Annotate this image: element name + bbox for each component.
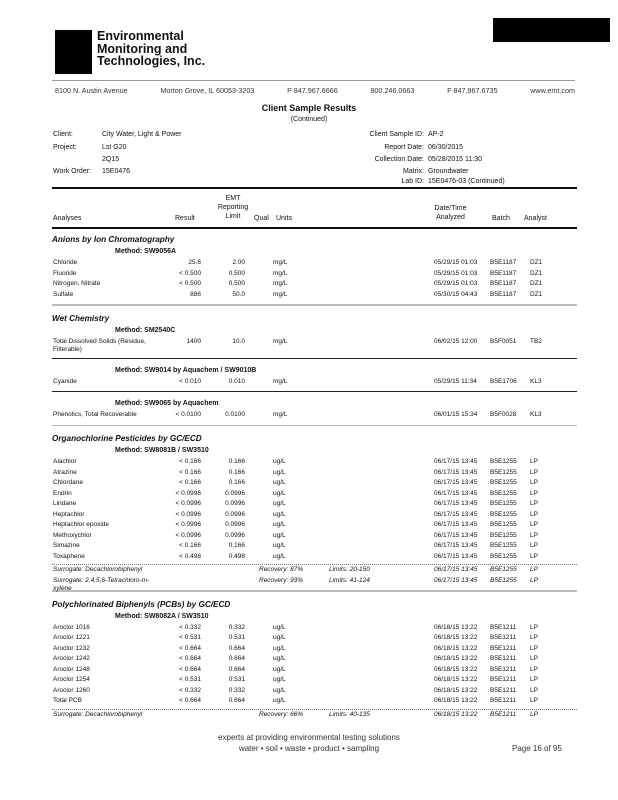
col-result: Result bbox=[175, 215, 195, 222]
address-bar bbox=[55, 86, 575, 95]
analyte: Aroclor 1232 bbox=[53, 644, 90, 652]
units: ug/L bbox=[273, 531, 286, 539]
batch: B5E1211 bbox=[490, 655, 517, 662]
divider bbox=[52, 425, 577, 427]
company-name-line: Environmental bbox=[97, 29, 184, 43]
units: ug/L bbox=[273, 676, 286, 683]
units: ug/L bbox=[273, 634, 286, 641]
tollfree: 800.246.0663 bbox=[370, 86, 415, 95]
street: 8100 N. Austin Avenue bbox=[55, 86, 128, 95]
batch: B5E1211 bbox=[490, 676, 517, 683]
date-analyzed: 06/18/15 13:22 bbox=[434, 665, 478, 673]
batch: B5E1211 bbox=[490, 634, 517, 641]
batch: B5E1255 bbox=[490, 458, 517, 465]
analyte: Chlordane bbox=[53, 479, 83, 486]
result: < 0.664 bbox=[179, 665, 201, 673]
analyst: LP bbox=[530, 665, 538, 673]
result: < 0.166 bbox=[179, 542, 201, 549]
table-row bbox=[52, 623, 577, 634]
analyte: Total Dissolved Solids (Residue, Filterable) bbox=[53, 337, 146, 353]
batch: B5E1255 bbox=[490, 500, 517, 507]
table-row bbox=[52, 675, 577, 686]
surrogate-row bbox=[52, 710, 577, 721]
result: < 0.332 bbox=[179, 623, 201, 631]
result: < 0.531 bbox=[179, 634, 201, 641]
recovery: Recovery: 93% bbox=[259, 576, 304, 584]
table-row bbox=[52, 468, 577, 479]
reporting-limit: 0.498 bbox=[228, 552, 245, 560]
table-row bbox=[52, 290, 577, 301]
recovery: Recovery: 66% bbox=[259, 710, 304, 718]
divider bbox=[52, 304, 577, 306]
surrogate-row bbox=[52, 576, 577, 592]
analyte: Chloride bbox=[53, 259, 78, 266]
limits: Limits: 20-150 bbox=[329, 566, 370, 573]
col-reporting-limit bbox=[208, 194, 258, 221]
footer-services: water • soil • waste • product • sampling bbox=[238, 744, 380, 753]
analyst: DZ1 bbox=[530, 269, 543, 277]
table-row bbox=[52, 457, 577, 468]
analyst: LP bbox=[530, 531, 538, 539]
table-row bbox=[52, 686, 577, 697]
date-analyzed: 06/17/15 13:45 bbox=[434, 531, 478, 539]
page-title: Client Sample Results bbox=[261, 103, 357, 113]
divider bbox=[52, 187, 577, 189]
batch: B5E1255 bbox=[490, 531, 517, 539]
units: ug/L bbox=[273, 542, 286, 549]
project-label: Project: bbox=[53, 144, 77, 151]
section-title: Wet Chemistry bbox=[52, 313, 110, 323]
result: < 0.0996 bbox=[175, 489, 201, 497]
analyte: Cyanide bbox=[53, 377, 77, 385]
date-analyzed: 06/18/15 13:22 bbox=[434, 676, 478, 683]
result: < 0.498 bbox=[179, 552, 201, 560]
reporting-limit: 0.664 bbox=[228, 644, 245, 652]
table-row bbox=[52, 541, 577, 552]
footer-tagline: experts at providing environmental testing solutions bbox=[218, 733, 400, 742]
col-analyzed: Analyzed bbox=[436, 214, 465, 221]
units: mg/L bbox=[273, 411, 288, 418]
batch: B5E1255 bbox=[490, 552, 517, 560]
analyst: LP bbox=[530, 468, 538, 476]
analyte: Endrin bbox=[53, 489, 72, 497]
analyst: LP bbox=[530, 697, 538, 704]
batch: B5F0051 bbox=[490, 337, 517, 345]
date-analyzed: 06/17/15 13:45 bbox=[434, 542, 478, 549]
result: < 0.166 bbox=[179, 468, 201, 476]
table-row bbox=[52, 696, 577, 707]
collection-date-value: 05/28/2015 11:30 bbox=[428, 156, 482, 163]
batch: B5E1211 bbox=[490, 665, 517, 673]
reporting-limit: 0.166 bbox=[228, 468, 245, 476]
result: < 0.664 bbox=[179, 655, 201, 662]
surrogate-name: Surrogate: 2,4,5,6-Tetrachloro-m-xylene bbox=[53, 576, 150, 592]
report-date-value: 06/30/2015 bbox=[428, 144, 464, 151]
batch: B5E1255 bbox=[490, 576, 517, 584]
divider bbox=[52, 358, 577, 359]
section-title: Organochlorine Pesticides by GC/ECD bbox=[52, 434, 202, 443]
method-label: Method: SM2540C bbox=[115, 326, 176, 334]
batch: B5E1255 bbox=[490, 468, 517, 476]
analyte: Sulfate bbox=[53, 290, 74, 298]
result: < 0.0996 bbox=[175, 531, 201, 539]
table-row bbox=[52, 633, 577, 644]
collection-date-label: Collection Date: bbox=[374, 156, 424, 163]
reporting-limit: 0.166 bbox=[228, 458, 245, 465]
redaction-box bbox=[493, 18, 610, 42]
col-emt: EMT bbox=[225, 195, 241, 202]
analyte: Aroclor 1248 bbox=[53, 665, 90, 673]
reporting-limit: 0.0100 bbox=[225, 411, 245, 418]
units: ug/L bbox=[273, 468, 286, 476]
date-analyzed: 06/17/15 13:45 bbox=[434, 468, 478, 476]
col-units: Units bbox=[276, 215, 292, 222]
units: ug/L bbox=[273, 479, 286, 486]
units: ug/L bbox=[273, 500, 286, 507]
method-label: Method: SW8082A / SW3510 bbox=[115, 612, 209, 620]
analyst: LP bbox=[530, 542, 538, 549]
table-row bbox=[52, 489, 577, 500]
col-analyst: Analyst bbox=[524, 215, 547, 222]
batch: B5E1706 bbox=[490, 377, 517, 385]
result: < 0.166 bbox=[179, 479, 201, 486]
analyte: Nitrogen, Nitrate bbox=[53, 280, 101, 287]
analyst: DZ1 bbox=[530, 259, 543, 266]
results-body bbox=[52, 233, 577, 720]
units: mg/L bbox=[273, 337, 288, 345]
batch: B5E1255 bbox=[490, 566, 517, 573]
work-order-value: 15E0476 bbox=[102, 168, 131, 175]
reporting-limit: 10.0 bbox=[232, 337, 245, 345]
units: ug/L bbox=[273, 521, 286, 528]
analyst: LP bbox=[530, 458, 538, 465]
table-row bbox=[52, 654, 577, 665]
analyst: LP bbox=[530, 710, 538, 718]
lab-id-value: 15E0476-03 (Continued) bbox=[428, 178, 505, 185]
analyte: Aroclor 1242 bbox=[53, 655, 90, 662]
sample-id-label: Client Sample ID: bbox=[369, 131, 424, 138]
table-row bbox=[52, 552, 577, 563]
table-row bbox=[52, 258, 577, 269]
result: < 0.0996 bbox=[175, 521, 201, 528]
date-analyzed: 06/17/15 13:45 bbox=[434, 489, 478, 497]
table-row bbox=[52, 531, 577, 542]
reporting-limit: 0.500 bbox=[228, 280, 245, 287]
reporting-limit: 0.0996 bbox=[225, 510, 245, 518]
units: ug/L bbox=[273, 655, 286, 662]
batch: B5F0028 bbox=[490, 411, 517, 418]
batch: B5E1187 bbox=[490, 269, 517, 277]
table-row bbox=[52, 510, 577, 521]
limits: Limits: 40-135 bbox=[329, 710, 370, 718]
result: < 0.0100 bbox=[175, 411, 201, 418]
batch: B5E1187 bbox=[490, 259, 517, 266]
date-analyzed: 06/17/15 13:45 bbox=[434, 510, 478, 518]
result: < 0.664 bbox=[179, 644, 201, 652]
result: 886 bbox=[190, 290, 201, 298]
units: ug/L bbox=[273, 458, 286, 465]
work-order-label: Work Order: bbox=[53, 168, 91, 175]
analyst: LP bbox=[530, 623, 538, 631]
batch: B5E1255 bbox=[490, 521, 517, 528]
reporting-limit: 0.0996 bbox=[225, 489, 245, 497]
sample-id-value: AP-2 bbox=[428, 131, 444, 138]
batch: B5E1187 bbox=[490, 280, 517, 287]
result: < 0.0996 bbox=[175, 510, 201, 518]
reporting-limit: 0.531 bbox=[228, 676, 245, 683]
units: mg/L bbox=[273, 259, 288, 266]
company-name bbox=[97, 30, 205, 68]
batch: B5E1187 bbox=[490, 290, 517, 298]
batch: B5E1255 bbox=[490, 489, 517, 497]
analyte: Aroclor 1254 bbox=[53, 676, 90, 683]
analyst: LP bbox=[530, 489, 538, 497]
analyst: LP bbox=[530, 566, 538, 573]
company-name-line: Monitoring and bbox=[97, 41, 188, 56]
section-title: Polychlorinated Biphenyls (PCBs) by GC/ECD bbox=[52, 599, 231, 609]
result: < 0.664 bbox=[179, 697, 201, 704]
reporting-limit: 0.500 bbox=[228, 269, 245, 277]
result: 1400 bbox=[186, 337, 201, 345]
date-analyzed: 06/18/15 13:22 bbox=[434, 697, 478, 704]
units: ug/L bbox=[273, 489, 286, 497]
city: Morton Grove, IL 60053-3203 bbox=[160, 86, 255, 95]
result: < 0.010 bbox=[179, 377, 201, 385]
units: ug/L bbox=[273, 552, 286, 560]
method-label: Method: SW9056A bbox=[115, 248, 177, 255]
analyst: LP bbox=[530, 644, 538, 652]
fax: F 847.967.6735 bbox=[447, 86, 498, 95]
lab-id-label: Lab ID: bbox=[401, 178, 424, 185]
table-row bbox=[52, 269, 577, 280]
date-analyzed: 05/29/15 01:03 bbox=[434, 259, 478, 266]
reporting-limit: 0.0996 bbox=[225, 531, 245, 539]
analyte: Lindane bbox=[53, 500, 77, 507]
units: ug/L bbox=[273, 697, 286, 704]
date-analyzed: 05/29/15 11:34 bbox=[434, 377, 477, 385]
date-analyzed: 06/17/15 13:45 bbox=[434, 479, 478, 486]
matrix-label: Matrix: bbox=[403, 168, 424, 175]
date-analyzed: 06/17/15 13:45 bbox=[434, 566, 478, 573]
divider bbox=[52, 391, 577, 392]
reporting-limit: 0.0996 bbox=[225, 500, 245, 507]
limits: Limits: 41-124 bbox=[329, 576, 370, 584]
analyte: Phenolics, Total Recoverable bbox=[53, 411, 137, 418]
result: < 0.0996 bbox=[175, 500, 201, 507]
reporting-limit: 0.010 bbox=[228, 377, 245, 385]
client-label: Client: bbox=[53, 131, 73, 138]
analyst: TB2 bbox=[530, 337, 542, 345]
units: ug/L bbox=[273, 644, 286, 652]
table-row bbox=[52, 499, 577, 510]
reporting-limit: 0.664 bbox=[228, 697, 245, 704]
result: < 0.500 bbox=[179, 269, 201, 277]
method-label: Method: SW9014 by Aquachem / SW9010B bbox=[115, 366, 257, 374]
reporting-limit: 0.0996 bbox=[225, 521, 245, 528]
analyte: Simazine bbox=[53, 542, 80, 549]
units: mg/L bbox=[273, 269, 288, 277]
analyst: LP bbox=[530, 521, 538, 528]
surrogate-row bbox=[52, 565, 577, 576]
method-label: Method: SW9065 by Aquachem bbox=[115, 400, 219, 407]
date-analyzed: 06/17/15 13:45 bbox=[434, 500, 478, 507]
analyst: LP bbox=[530, 655, 538, 662]
section bbox=[52, 233, 577, 306]
date-analyzed: 06/17/15 13:45 bbox=[434, 521, 478, 528]
result: < 0.332 bbox=[179, 686, 201, 694]
analyst: LP bbox=[530, 479, 538, 486]
date-analyzed: 06/17/15 13:45 bbox=[434, 552, 478, 560]
analyte: Methoxychlor bbox=[53, 531, 92, 539]
method-label: Method: SW8081B / SW3510 bbox=[115, 447, 209, 454]
reporting-limit: 50.0 bbox=[232, 290, 245, 298]
project-value: Lst G20 bbox=[102, 144, 127, 151]
client-value: City Water, Light & Power bbox=[102, 131, 182, 138]
table-row bbox=[52, 377, 577, 388]
col-datetime-label: Date/Time bbox=[434, 205, 467, 212]
analyst: KL3 bbox=[530, 411, 542, 418]
result: < 0.166 bbox=[179, 458, 201, 465]
company-logo bbox=[55, 30, 92, 74]
reporting-limit: 0.332 bbox=[228, 623, 245, 631]
analyte: Fluoride bbox=[53, 269, 77, 277]
date-analyzed: 06/18/15 13:22 bbox=[434, 623, 478, 631]
table-row bbox=[52, 410, 577, 421]
date-analyzed: 06/18/15 13:22 bbox=[434, 686, 478, 694]
recovery: Recovery: 87% bbox=[259, 566, 304, 573]
phone: P 847.967.6666 bbox=[287, 86, 338, 95]
batch: B5E1255 bbox=[490, 542, 517, 549]
batch: B5E1211 bbox=[490, 710, 517, 718]
analyte: Alachlor bbox=[53, 458, 77, 465]
website-link[interactable]: www.emt.com bbox=[530, 86, 575, 95]
col-qual: Qual bbox=[254, 215, 269, 222]
date-analyzed: 06/17/15 13:45 bbox=[434, 458, 478, 465]
divider bbox=[52, 227, 577, 229]
analyte: Aroclor 1221 bbox=[53, 634, 90, 641]
reporting-limit: 0.166 bbox=[228, 479, 245, 486]
analyte: Aroclor 1260 bbox=[53, 686, 90, 694]
section bbox=[52, 312, 577, 427]
date-analyzed: 06/02/15 12:00 bbox=[434, 337, 478, 345]
table-row bbox=[52, 279, 577, 290]
analyte: Heptachlor bbox=[53, 510, 85, 518]
batch: B5E1211 bbox=[490, 686, 517, 694]
analyte: Atrazine bbox=[53, 468, 77, 476]
date-analyzed: 05/29/15 01:03 bbox=[434, 280, 478, 287]
units: ug/L bbox=[273, 623, 286, 631]
analyst: DZ1 bbox=[530, 280, 543, 287]
report-date-label: Report Date: bbox=[384, 144, 424, 151]
col-analyses: Analyses bbox=[53, 215, 82, 222]
reporting-limit: 0.531 bbox=[228, 634, 245, 641]
result: < 0.500 bbox=[179, 280, 201, 287]
analyte: Heptachlor epoxide bbox=[53, 521, 110, 528]
date-analyzed: 06/18/15 13:22 bbox=[434, 710, 478, 718]
col-limit: Limit bbox=[225, 213, 241, 220]
analyst: LP bbox=[530, 552, 538, 560]
section bbox=[52, 432, 577, 592]
surrogate-name: Surrogate: Decachlorobiphenyl bbox=[53, 566, 143, 573]
analyte: Toxaphene bbox=[53, 552, 85, 560]
analyst: LP bbox=[530, 576, 538, 584]
table-row bbox=[52, 478, 577, 489]
company-name-line: Technologies, Inc. bbox=[97, 54, 206, 68]
col-reporting: Reporting bbox=[217, 204, 249, 211]
table-row bbox=[52, 520, 577, 531]
surrogate-name: Surrogate: Decachlorobiphenyl bbox=[53, 710, 143, 718]
batch: B5E1255 bbox=[490, 510, 517, 518]
table-row bbox=[52, 644, 577, 655]
analyst: LP bbox=[530, 510, 538, 518]
batch: B5E1211 bbox=[490, 697, 517, 704]
divider bbox=[52, 80, 575, 81]
result: < 0.531 bbox=[179, 676, 201, 683]
reporting-limit: 0.332 bbox=[228, 686, 245, 694]
analyte: Aroclor 1016 bbox=[53, 623, 90, 631]
reporting-limit: 0.664 bbox=[228, 655, 245, 662]
date-analyzed: 06/18/15 13:22 bbox=[434, 655, 478, 662]
units: mg/L bbox=[273, 377, 288, 385]
col-batch: Batch bbox=[492, 215, 510, 222]
date-analyzed: 05/29/15 01:03 bbox=[434, 269, 478, 277]
analyte: Total PCB bbox=[53, 697, 82, 704]
result: 25.6 bbox=[188, 259, 201, 266]
batch: B5E1211 bbox=[490, 623, 517, 631]
date-analyzed: 05/30/15 04:43 bbox=[434, 290, 478, 298]
analyst: LP bbox=[530, 500, 538, 507]
analyst: KL3 bbox=[530, 377, 542, 385]
section bbox=[52, 598, 577, 721]
units: ug/L bbox=[273, 686, 286, 694]
date-analyzed: 06/17/15 13:45 bbox=[434, 576, 478, 584]
units: mg/L bbox=[273, 280, 288, 287]
analyst: LP bbox=[530, 676, 538, 683]
date-analyzed: 06/18/15 13:22 bbox=[434, 644, 478, 652]
units: ug/L bbox=[273, 665, 286, 673]
table-row bbox=[52, 665, 577, 676]
matrix-value: Groundwater bbox=[428, 168, 469, 175]
date-analyzed: 06/18/15 13:22 bbox=[434, 634, 478, 641]
units: mg/L bbox=[273, 290, 288, 298]
table-row bbox=[52, 337, 577, 354]
date-analyzed: 06/01/15 15:34 bbox=[434, 411, 478, 418]
project-value-2: 2Q15 bbox=[102, 156, 120, 163]
analyst: LP bbox=[530, 634, 538, 641]
section-title: Anions by Ion Chromatography bbox=[52, 235, 175, 244]
batch: B5E1211 bbox=[490, 644, 517, 652]
units: ug/L bbox=[273, 510, 286, 518]
batch: B5E1255 bbox=[490, 479, 517, 486]
reporting-limit: 2.00 bbox=[232, 259, 245, 266]
reporting-limit: 0.166 bbox=[228, 542, 245, 549]
page-number: Page 16 of 95 bbox=[512, 744, 562, 753]
col-datetime bbox=[428, 204, 473, 222]
analyst: LP bbox=[530, 686, 538, 694]
page-subtitle: (Continued) bbox=[290, 116, 328, 123]
analyst: DZ1 bbox=[530, 290, 543, 298]
reporting-limit: 0.664 bbox=[228, 665, 245, 673]
